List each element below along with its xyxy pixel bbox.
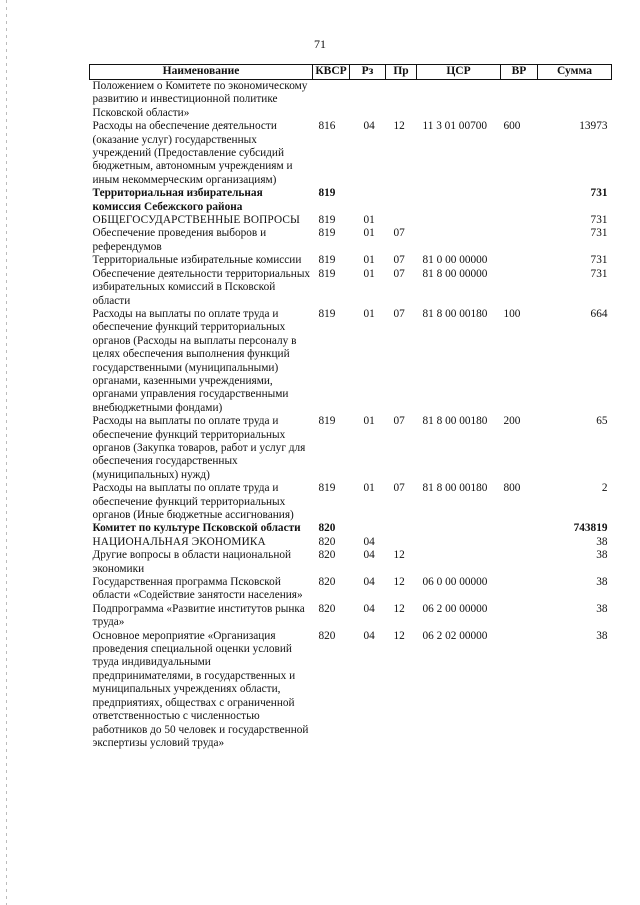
cell-pr xyxy=(386,522,417,535)
cell-kvsr: 819 xyxy=(318,187,336,200)
cell-name: Другие вопросы в области национальной экономики xyxy=(92,549,292,575)
cell-rz: 01 xyxy=(363,227,375,240)
table-row xyxy=(90,214,612,227)
cell-kvsr: 820 xyxy=(318,576,336,589)
header-sum: Сумма xyxy=(538,65,612,80)
cell-pr xyxy=(386,187,417,214)
cell-rz: 01 xyxy=(363,307,375,320)
cell-pr: 07 xyxy=(393,254,405,267)
cell-rz: 01 xyxy=(363,482,375,495)
cell-csr xyxy=(417,522,501,535)
cell-sum: 731 xyxy=(590,214,608,227)
cell-csr xyxy=(417,536,501,549)
page-number: 71 xyxy=(314,37,326,51)
cell-vr xyxy=(501,227,538,254)
header-kvsr: КВСР xyxy=(313,65,350,80)
cell-csr xyxy=(417,549,501,576)
header-rz: Рз xyxy=(350,65,386,80)
cell-sum: 731 xyxy=(590,267,608,280)
table-row xyxy=(90,187,612,214)
cell-name: Расходы на выплаты по оплате труда и обеспечение функций территориальных органов (Расходы на выплаты персоналу в целях обеспечения выполнения функций государственными (муниципальными) органами, казенными учреждениями, органами управления государственными внебюджетными фондами) xyxy=(92,307,297,414)
cell-rz xyxy=(350,80,386,121)
cell-name: Государственная программа Псковской области «Содействие занятости населения» xyxy=(92,576,303,602)
cell-sum: 38 xyxy=(596,576,608,589)
cell-name: Основное мероприятие «Организация проведения специальной оценки условий труда индивидуальными предпринимателями, в государственных и муниципальных учреждениях области, предприятиях, обществах с ограниченной ответственностью с численностью работников до 50 человек и государственной экспертизы условий труда» xyxy=(92,629,309,749)
cell-pr: 12 xyxy=(393,602,405,615)
cell-vr xyxy=(501,522,538,535)
cell-sum: 2 xyxy=(601,482,608,495)
cell-pr: 07 xyxy=(393,267,405,280)
cell-name: Обеспечение деятельности территориальных избирательных комиссий в Псковской области xyxy=(92,267,311,307)
cell-rz: 04 xyxy=(363,535,375,548)
cell-name: Обеспечение проведения выборов и референдумов xyxy=(92,227,267,253)
cell-kvsr: 819 xyxy=(318,214,336,227)
cell-name: Комитет по культуре Псковской области xyxy=(92,522,301,535)
cell-sum: 731 xyxy=(590,254,608,267)
cell-name: ОБЩЕГОСУДАРСТВЕННЫЕ ВОПРОСЫ xyxy=(92,214,300,227)
cell-vr: 600 xyxy=(503,120,521,133)
cell-pr: 12 xyxy=(393,576,405,589)
table-row xyxy=(90,415,612,482)
cell-sum: 38 xyxy=(596,629,608,642)
table-row xyxy=(90,549,612,576)
cell-pr: 12 xyxy=(393,629,405,642)
cell-pr: 07 xyxy=(393,482,405,495)
cell-csr: 81 8 00 00180 xyxy=(422,415,488,428)
cell-csr: 81 8 00 00180 xyxy=(422,307,488,320)
cell-vr xyxy=(501,187,538,214)
cell-pr: 07 xyxy=(393,307,405,320)
cell-rz: 04 xyxy=(363,602,375,615)
cell-pr: 07 xyxy=(393,415,405,428)
table-row xyxy=(90,308,612,415)
cell-pr: 12 xyxy=(393,549,405,562)
header-pr: Пр xyxy=(386,65,417,80)
cell-kvsr: 820 xyxy=(318,535,336,548)
cell-name: Расходы на выплаты по оплате труда и обеспечение функций территориальных органов (Закупка товаров, работ и услуг для обеспечения государственных (муниципальных) нужд) xyxy=(92,415,306,481)
scan-edge-artifact xyxy=(6,0,7,905)
cell-name: Положением о Комитете по экономическому развитию и инвестиционной политике Псковской области» xyxy=(92,80,308,119)
cell-vr xyxy=(501,630,538,751)
cell-csr: 11 3 01 00700 xyxy=(422,120,488,133)
cell-vr xyxy=(501,214,538,227)
cell-kvsr: 820 xyxy=(318,602,336,615)
cell-sum: 38 xyxy=(596,602,608,615)
header-csr: ЦСР xyxy=(417,65,501,80)
cell-rz: 04 xyxy=(363,549,375,562)
cell-kvsr: 816 xyxy=(318,120,336,133)
cell-rz xyxy=(350,187,386,214)
cell-sum: 743819 xyxy=(573,522,608,535)
cell-sum: 13973 xyxy=(579,120,608,133)
cell-rz: 01 xyxy=(363,415,375,428)
cell-name: Подпрограмма «Развитие институтов рынка труда» xyxy=(92,602,305,629)
cell-vr xyxy=(501,80,538,121)
cell-pr: 07 xyxy=(393,227,405,240)
cell-sum: 65 xyxy=(596,415,608,428)
cell-csr: 06 2 02 00000 xyxy=(422,629,488,642)
cell-csr xyxy=(417,214,501,227)
cell-pr xyxy=(386,214,417,227)
cell-kvsr: 819 xyxy=(318,482,336,495)
table-row xyxy=(90,603,612,630)
table-row xyxy=(90,522,612,535)
cell-kvsr: 820 xyxy=(318,629,336,642)
cell-rz xyxy=(350,522,386,535)
cell-pr xyxy=(386,536,417,549)
cell-kvsr: 819 xyxy=(318,307,336,320)
cell-kvsr: 820 xyxy=(318,522,336,535)
cell-vr xyxy=(501,268,538,308)
cell-pr: 12 xyxy=(393,120,405,133)
cell-csr xyxy=(417,187,501,214)
cell-sum: 731 xyxy=(590,187,608,200)
table-row xyxy=(90,254,612,267)
cell-vr xyxy=(501,576,538,603)
table-row xyxy=(90,227,612,254)
cell-vr xyxy=(501,254,538,267)
cell-vr xyxy=(501,603,538,630)
cell-kvsr: 819 xyxy=(318,267,336,280)
cell-vr: 100 xyxy=(503,307,521,320)
table-header-row xyxy=(90,65,612,80)
cell-vr: 200 xyxy=(503,415,521,428)
header-name: Наименование xyxy=(90,65,313,80)
cell-name: Расходы на обеспечение деятельности (оказание услуг) государственных учреждений (Предоставление субсидий бюджетным, автономным учреждениям и иным некоммерческим организациям) xyxy=(92,120,293,186)
cell-csr xyxy=(417,80,501,121)
table-row xyxy=(90,268,612,308)
cell-pr xyxy=(386,80,417,121)
cell-csr xyxy=(417,227,501,254)
cell-kvsr: 819 xyxy=(318,254,336,267)
cell-kvsr: 819 xyxy=(318,227,336,240)
cell-csr: 06 0 00 00000 xyxy=(422,576,488,589)
cell-kvsr: 819 xyxy=(318,415,336,428)
cell-sum: 664 xyxy=(590,307,608,320)
cell-rz: 04 xyxy=(363,576,375,589)
cell-sum: 38 xyxy=(596,549,608,562)
table-row xyxy=(90,536,612,549)
cell-csr: 81 8 00 00000 xyxy=(422,267,488,280)
cell-vr xyxy=(501,549,538,576)
cell-sum: 38 xyxy=(596,535,608,548)
header-vr: ВР xyxy=(501,65,538,80)
cell-csr: 81 0 00 00000 xyxy=(422,254,488,267)
table-row xyxy=(90,80,612,121)
cell-rz: 04 xyxy=(363,120,375,133)
cell-csr: 06 2 00 00000 xyxy=(422,602,488,615)
cell-vr: 800 xyxy=(503,482,521,495)
cell-name: НАЦИОНАЛЬНАЯ ЭКОНОМИКА xyxy=(92,535,266,548)
table-row xyxy=(90,482,612,522)
table-row xyxy=(90,576,612,603)
cell-rz: 01 xyxy=(363,214,375,227)
cell-rz: 01 xyxy=(363,254,375,267)
cell-name: Территориальная избирательная комиссия Себежского района xyxy=(92,187,263,213)
cell-rz: 01 xyxy=(363,267,375,280)
budget-table xyxy=(89,64,612,750)
cell-kvsr: 820 xyxy=(318,549,336,562)
table-row xyxy=(90,120,612,187)
cell-csr: 81 8 00 00180 xyxy=(422,482,488,495)
cell-name: Территориальные избирательные комиссии xyxy=(92,254,302,267)
cell-kvsr xyxy=(313,80,350,121)
table-body xyxy=(90,80,612,751)
cell-sum xyxy=(538,80,612,121)
table-row xyxy=(90,630,612,751)
cell-vr xyxy=(501,536,538,549)
cell-name: Расходы на выплаты по оплате труда и обеспечение функций территориальных органов (Иные бюджетные ассигнования) xyxy=(92,482,294,521)
cell-rz: 04 xyxy=(363,629,375,642)
cell-sum: 731 xyxy=(590,227,608,240)
